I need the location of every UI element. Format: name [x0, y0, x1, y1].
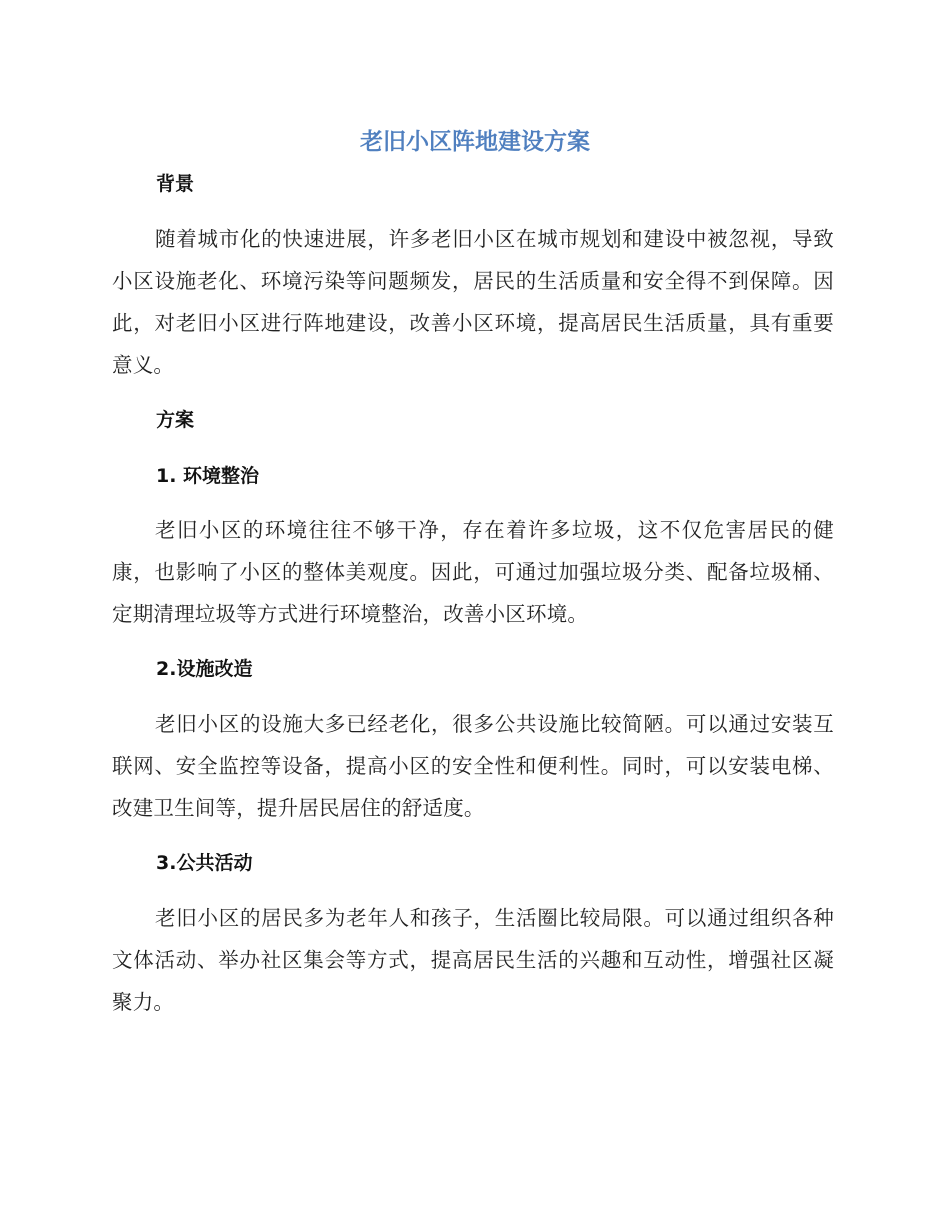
section-paragraph-background: 随着城市化的快速进展，许多老旧小区在城市规划和建设中被忽视，导致小区设施老化、环境污染等问题频发，居民的生活质量和安全得不到保障。因此，对老旧小区进行阵地建设，改善小区环境，提高居民生活质量，具有重要意义。	[112, 227, 834, 377]
section-heading-environment: 1. 环境整治	[156, 465, 260, 487]
document-title: 老旧小区阵地建设方案	[360, 129, 590, 155]
section-paragraph-activities: 老旧小区的居民多为老年人和孩子，生活圈比较局限。可以通过组织各种文体活动、举办社区集会等方式，提高居民生活的兴趣和互动性，增强社区凝聚力。	[112, 906, 834, 1014]
section-heading-activities: 3.公共活动	[156, 852, 253, 874]
section-paragraph-environment: 老旧小区的环境往往不够干净，存在着许多垃圾，这不仅危害居民的健康，也影响了小区的整体美观度。因此，可通过加强垃圾分类、配备垃圾桶、定期清理垃圾等方式进行环境整治，改善小区环境。	[112, 518, 834, 626]
section-heading-background: 背景	[156, 173, 195, 195]
section-heading-facilities: 2.设施改造	[156, 658, 253, 680]
section-heading-plan: 方案	[156, 409, 195, 431]
section-paragraph-facilities: 老旧小区的设施大多已经老化，很多公共设施比较简陋。可以通过安装互联网、安全监控等设备，提高小区的安全性和便利性。同时，可以安装电梯、改建卫生间等，提升居民居住的舒适度。	[112, 712, 834, 820]
